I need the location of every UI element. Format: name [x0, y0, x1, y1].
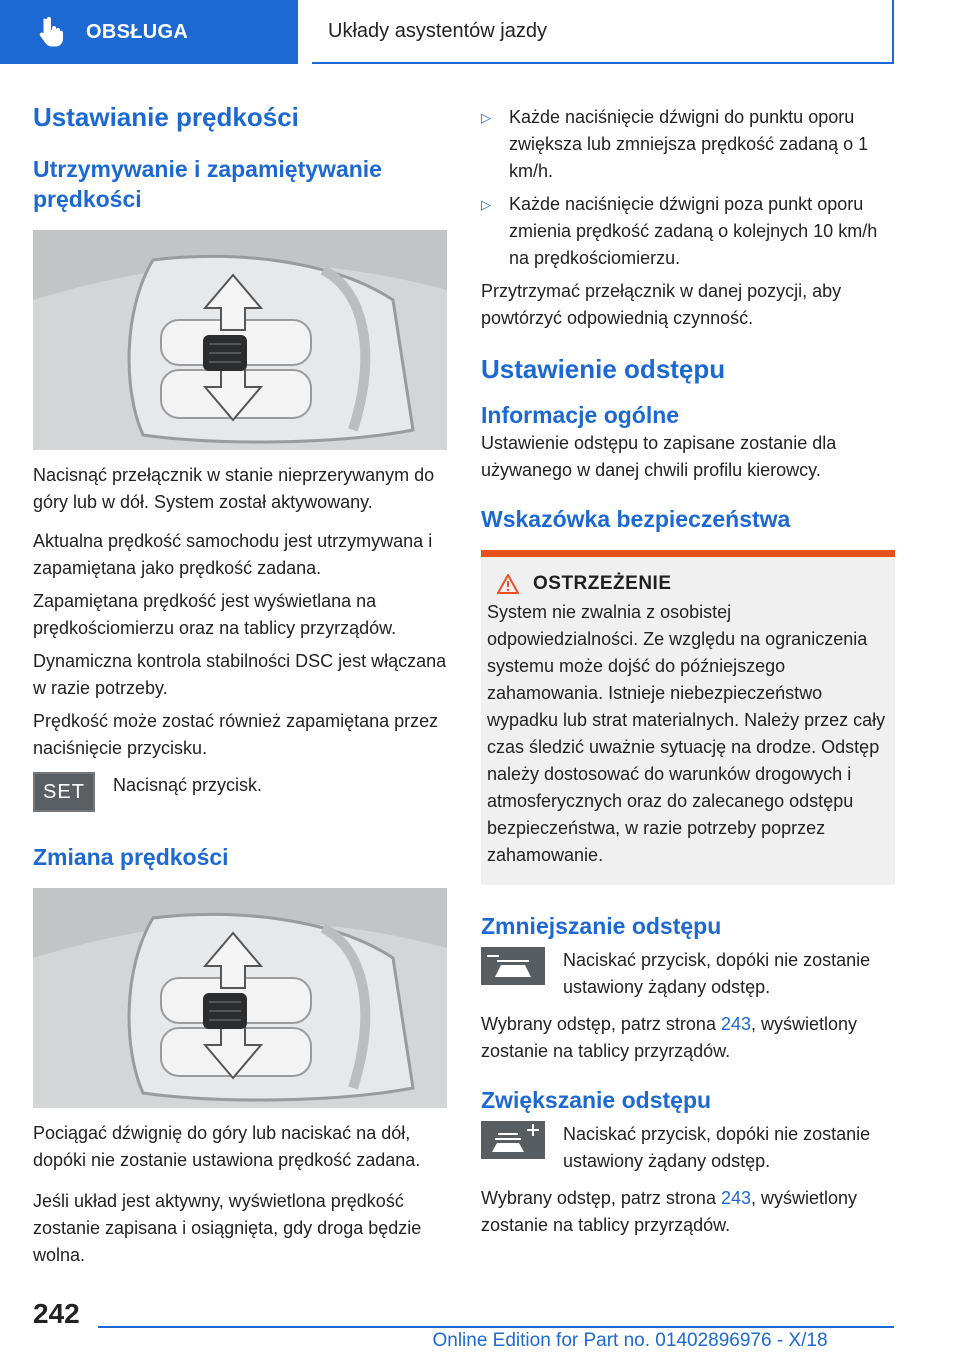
decrease-gap-row [481, 947, 895, 1001]
distance-minus-icon [481, 947, 545, 985]
section-tab[interactable] [0, 0, 298, 64]
triangle-bullet-icon: ▷ [481, 197, 491, 212]
page-link[interactable]: 243 [720, 1014, 751, 1034]
paragraph-activate: Nacisnąć przełącznik w stanie nieprzerywanym do góry lub w dół. System został aktywowany. [33, 465, 435, 512]
increase-gap-instruction: Naciskać przycisk, dopóki nie zostanie ustawiony żądany odstęp. [563, 1124, 871, 1171]
paragraph-lever: Pociągać dźwignię do góry lub naciskać na dół, dopóki nie zostanie ustawiona prędkość zadana. [33, 1123, 421, 1170]
warning-text: System nie zwalnia z osobistej odpowiedzialności. Ze względu na ograniczenia systemu może dojść do późniejszego zahamowania. Istnieje niebezpieczeństwo wypadku lub strat materialnych. Należy przez cały czas śledzić uważnie sytuację na drodze. Odstęp należy dostosować do warunków drogowych i atmosferycznych oraz do zalecanego odstępu bezpieczeństwa, w razie potrzeby poprzez zahamowanie. [487, 602, 886, 865]
hand-pointer-icon [38, 17, 64, 47]
footer-divider [98, 1326, 894, 1328]
paragraph-repeat: Przytrzymać przełącznik w danej pozycji, aby powtórzyć odpowiednią czynność. [481, 281, 842, 328]
chapter-title: Układy asystentów jazdy [312, 0, 894, 64]
bullet-item [481, 104, 895, 185]
decrease-gap-button-icon [481, 947, 545, 985]
increase-gap-button-icon [481, 1121, 545, 1159]
page-number: 242 [33, 1298, 80, 1329]
bullet-text: Każde naciśnięcie dźwigni poza punkt oporu zmienia prędkość zadaną o kolejnych 10 km/h na prędkościomierzu. [509, 194, 878, 268]
increase-gap-row [481, 1121, 895, 1175]
paragraph-dsc: Dynamiczna kontrola stabilności DSC jest włączana w razie potrzeby. [33, 651, 447, 698]
set-button-row [33, 772, 447, 812]
heading-gap-setting: Ustawienie odstępu [481, 354, 726, 384]
left-column [33, 100, 447, 1269]
heading-increase-gap: Zwiększanie odstępu [481, 1087, 712, 1113]
heading-general-info: Informacje ogólne [481, 402, 680, 428]
page-link[interactable]: 243 [720, 1188, 751, 1208]
heading-safety: Wskazówka bezpieczeństwa [481, 506, 791, 532]
steering-wheel-switch-illustration-2 [33, 888, 447, 1108]
warning-title: OSTRZEŻENIE [533, 573, 672, 594]
heading-speed-setting: Ustawianie prędkości [33, 102, 299, 132]
paragraph-display: Zapamiętana prędkość jest wyświetlana na prędkościomierzu oraz na tablicy przyrządów. [33, 591, 397, 638]
right-column [481, 104, 895, 1239]
paragraph-gap-profile: Ustawienie odstępu to zapisane zostanie dla używanego w danej chwili profilu kierowcy. [481, 433, 837, 480]
steering-wheel-switch-illustration [33, 230, 447, 450]
heading-hold-speed: Utrzymywanie i zapamiętywanie prędkości [33, 156, 382, 212]
steering-switch-photo-2 [33, 888, 447, 1108]
bullet-text: Każde naciśnięcie dźwigni do punktu oporu zwiększa lub zmniejsza prędkość zadaną o 1 km/h. [509, 107, 869, 181]
warning-triangle-icon [497, 574, 519, 594]
set-button-instruction: Nacisnąć przycisk. [113, 775, 263, 795]
warning-header [497, 573, 887, 595]
paragraph-current-speed: Aktualna prędkość samochodu jest utrzymywana i zapamiętana jako prędkość zadana. [33, 531, 433, 578]
distance-plus-icon [481, 1121, 545, 1159]
increase-gap-reference: Wybrany odstęp, patrz strona 243, wyświetlony zostanie na tablicy przyrządów. [481, 1188, 858, 1235]
heading-change-speed: Zmiana prędkości [33, 844, 229, 870]
heading-decrease-gap: Zmniejszanie odstępu [481, 913, 722, 939]
paragraph-button-store: Prędkość może zostać również zapamiętana przez naciśnięcie przycisku. [33, 711, 439, 758]
paragraph-stored-speed: Jeśli układ jest aktywny, wyświetlona prędkość zostanie zapisana i osiągnięta, gdy droga będzie wolna. [33, 1191, 422, 1265]
set-button-icon: SET [33, 772, 95, 812]
warning-box [481, 550, 895, 885]
steering-switch-photo [33, 230, 447, 450]
footer-edition: Online Edition for Part no. 01402896976 - X/18 [432, 1330, 828, 1351]
decrease-gap-reference: Wybrany odstęp, patrz strona 243, wyświetlony zostanie na tablicy przyrządów. [481, 1014, 858, 1061]
bullet-item [481, 191, 895, 272]
section-tab-label: OBSŁUGA [86, 20, 189, 43]
decrease-gap-instruction: Naciskać przycisk, dopóki nie zostanie ustawiony żądany odstęp. [563, 950, 871, 997]
triangle-bullet-icon: ▷ [481, 110, 491, 125]
